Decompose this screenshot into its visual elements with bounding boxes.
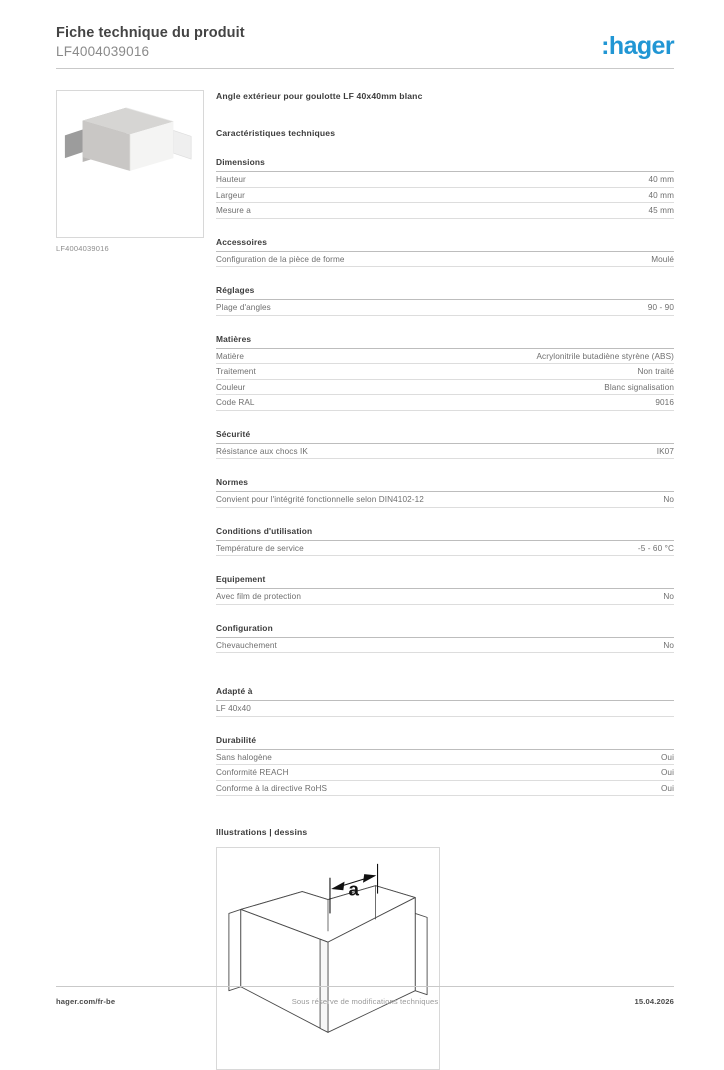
spec-group-title: Configuration: [216, 623, 674, 638]
spec-row: [216, 300, 674, 316]
dimension-label-a: a: [348, 878, 360, 900]
spec-row-value: Moulé: [651, 254, 674, 264]
spec-group-title: Conditions d'utilisation: [216, 526, 674, 541]
spec-group-title: Réglages: [216, 285, 674, 300]
spec-row-value: No: [663, 495, 674, 504]
footer-disclaimer: Sous réserve de modifications techniques: [291, 997, 439, 1006]
spec-row-label: Traitement: [216, 367, 256, 376]
spec-row-label: LF 40x40: [216, 704, 251, 713]
spec-group-title: Accessoires: [216, 237, 674, 252]
spec-group: [216, 157, 674, 219]
spec-row: [216, 252, 674, 268]
spec-row: [216, 444, 674, 460]
spec-row-label: Plage d'angles: [216, 303, 271, 312]
spec-row: [216, 380, 674, 396]
spec-row-value: 9016: [655, 398, 674, 407]
spec-row-value: -5 - 60 °C: [637, 543, 674, 553]
spec-group-title: Equipement: [216, 574, 674, 589]
spec-row-label: Matière: [216, 351, 245, 361]
page-header: [56, 24, 674, 70]
spec-row-value: Non traité: [637, 367, 674, 376]
spec-group-title: Matières: [216, 334, 674, 349]
spec-row: [216, 750, 674, 766]
spec-group: [216, 735, 674, 797]
technical-drawing: [216, 847, 440, 1070]
product-image-caption: LF4004039016: [56, 244, 109, 253]
spec-row-label: Hauteur: [216, 175, 246, 184]
spec-row-label: Mesure a: [216, 206, 251, 215]
spec-row: [216, 638, 674, 654]
spec-row: [216, 395, 674, 411]
hager-logo-text: hager: [608, 32, 674, 60]
footer-divider: [56, 986, 674, 987]
specifications-title: Caractéristiques techniques: [216, 128, 336, 138]
spec-row-value: Oui: [660, 783, 674, 793]
spec-group-title: Dimensions: [216, 157, 674, 172]
spec-row: [216, 349, 674, 365]
hager-logo: :hager: [601, 32, 674, 60]
spec-row-label: Chevauchement: [216, 640, 277, 650]
spec-row: [216, 765, 674, 781]
specification-groups: [216, 157, 674, 796]
spec-row-label: Température de service: [216, 543, 304, 553]
spec-row-label: Configuration de la pièce de forme: [216, 254, 345, 264]
spec-group: [216, 237, 674, 268]
spec-group: [216, 623, 674, 654]
spec-row-value: Oui: [660, 768, 674, 777]
spec-row-value: Oui: [660, 752, 674, 762]
spec-group-title: Normes: [216, 477, 674, 492]
spec-row-value: 45 mm: [648, 206, 674, 215]
header-divider: [56, 68, 674, 69]
spec-row: [216, 172, 674, 188]
spec-group: [216, 429, 674, 460]
specifications-column: [216, 90, 674, 1070]
spec-group: [216, 526, 674, 557]
spec-row-value: Acrylonitrile butadiène styrène (ABS): [536, 351, 674, 361]
spec-group-title: Sécurité: [216, 429, 674, 444]
spec-row-label: Conformité REACH: [216, 768, 289, 777]
spec-row: [216, 364, 674, 380]
spec-row: [216, 541, 674, 557]
spec-group-title: Adapté à: [216, 686, 674, 701]
spec-row-label: Sans halogène: [216, 752, 272, 762]
spec-row: [216, 492, 674, 508]
spec-group: [216, 574, 674, 605]
spec-row-label: Couleur: [216, 382, 246, 392]
spec-row-value: No: [663, 592, 674, 601]
product-reference: LF4004039016: [56, 44, 150, 59]
spec-row-value: Blanc signalisation: [604, 382, 674, 392]
spec-row-value: No: [663, 640, 674, 650]
spec-row: [216, 203, 674, 219]
page-footer: [56, 997, 674, 1011]
spec-row: [216, 589, 674, 605]
spec-row-label: Conforme à la directive RoHS: [216, 783, 328, 793]
page-title: Fiche technique du produit: [56, 25, 245, 41]
footer-date: 15.04.2026: [634, 997, 674, 1006]
product-name: Angle extérieur pour goulotte LF 40x40mm blanc: [216, 91, 423, 101]
product-image: [56, 90, 204, 238]
spec-row: [216, 188, 674, 204]
spec-group: [216, 285, 674, 316]
spec-group-title: Durabilité: [216, 735, 674, 750]
footer-website[interactable]: hager.com/fr-be: [56, 997, 116, 1006]
spec-row-value: 40 mm: [648, 190, 674, 200]
spec-group: [216, 334, 674, 411]
illustrations-title: Illustrations | dessins: [216, 827, 308, 837]
spec-row-label: Largeur: [216, 190, 245, 200]
spec-row-value: 90 - 90: [647, 303, 674, 312]
spec-row-label: Résistance aux chocs IK: [216, 446, 308, 456]
spec-group: [216, 477, 674, 508]
spec-group: [216, 686, 674, 717]
spec-row-label: Code RAL: [216, 398, 255, 407]
spec-row: [216, 701, 674, 717]
spec-row-label: Convient pour l'intégrité fonctionnelle selon DIN4102-12: [216, 495, 424, 504]
spec-row: [216, 781, 674, 797]
spec-row-value: IK07: [656, 446, 674, 456]
spec-row-value: 40 mm: [648, 175, 674, 184]
spec-row-label: Avec film de protection: [216, 592, 301, 601]
